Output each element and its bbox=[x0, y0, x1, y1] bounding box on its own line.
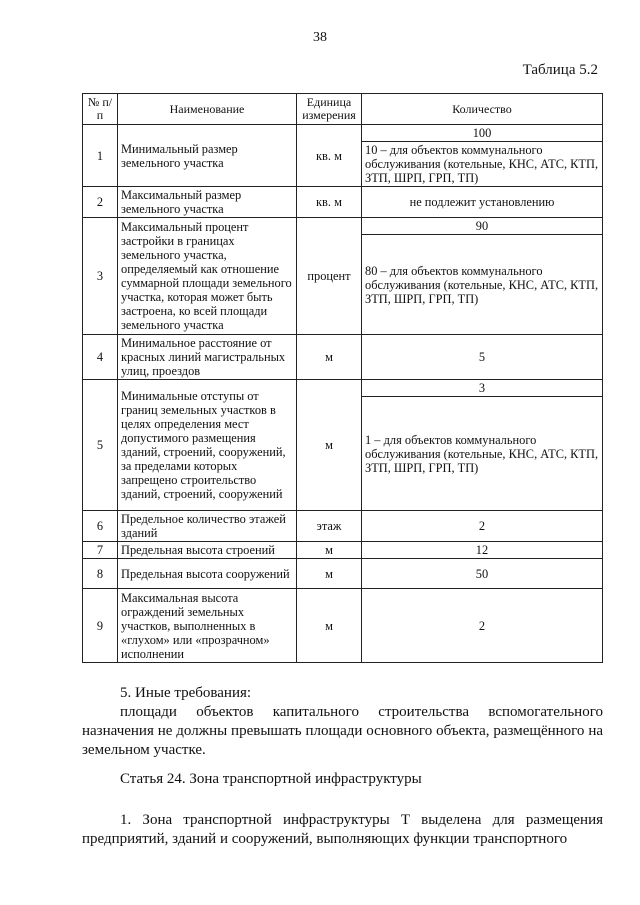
row-qty-extra: 10 – для объектов коммунального обслуживания (котельные, КНС, АТС, КТП, ЗТП, ШРП, ГРП, ТП) bbox=[362, 142, 603, 187]
other-requirements-body: площади объектов капитального строительства вспомогательного назначения не должны превышать площади основного объекта, размещённого на земельном участке. bbox=[82, 704, 603, 758]
table-row bbox=[83, 187, 603, 218]
row-name: Максимальный размер земельного участка bbox=[118, 187, 297, 218]
row-unit: кв. м bbox=[297, 125, 362, 187]
row-unit: м bbox=[297, 559, 362, 589]
table-row bbox=[83, 589, 603, 663]
table-row bbox=[83, 335, 603, 380]
row-name: Минимальные отступы от границ земельных участков в целях определения мест допустимого размещения зданий, строений, сооружений, за пределами которых запрещено строительство зданий, строений, сооружений bbox=[118, 380, 297, 511]
header-qty: Количество bbox=[362, 94, 603, 125]
header-name: Наименование bbox=[118, 94, 297, 125]
row-qty: не подлежит установлению bbox=[362, 187, 603, 218]
row-name: Предельная высота сооружений bbox=[118, 559, 297, 589]
row-qty-extra: 80 – для объектов коммунального обслуживания (котельные, КНС, АТС, КТП, ЗТП, ШРП, ГРП, ТП) bbox=[362, 235, 603, 335]
requirements-table bbox=[82, 93, 603, 663]
row-qty: 5 bbox=[362, 335, 603, 380]
header-num: № п/п bbox=[83, 94, 118, 125]
row-unit: процент bbox=[297, 218, 362, 335]
row-qty: 2 bbox=[362, 589, 603, 663]
article-heading: Статья 24. Зона транспортной инфраструктуры bbox=[120, 771, 422, 787]
row-qty: 2 bbox=[362, 511, 603, 542]
row-unit: м bbox=[297, 380, 362, 511]
row-qty-main: 3 bbox=[362, 380, 603, 397]
row-name: Максимальный процент застройки в границах земельного участка, определяемый как отношение суммарной площади земельного участка, которая может быть застроена, ко всей площади земельного участка bbox=[118, 218, 297, 335]
row-num: 7 bbox=[83, 542, 118, 559]
row-num: 4 bbox=[83, 335, 118, 380]
row-num: 6 bbox=[83, 511, 118, 542]
row-unit: этаж bbox=[297, 511, 362, 542]
article-paragraph: 1. Зона транспортной инфраструктуры Т выделена для размещения предприятий, зданий и сооружений, выполняющих функции транспортного bbox=[82, 812, 603, 847]
row-num: 1 bbox=[83, 125, 118, 187]
row-unit: м bbox=[297, 589, 362, 663]
row-num: 5 bbox=[83, 380, 118, 511]
row-num: 8 bbox=[83, 559, 118, 589]
page-number: 38 bbox=[313, 30, 327, 45]
header-unit: Единица измерения bbox=[297, 94, 362, 125]
table-row bbox=[83, 125, 603, 142]
row-qty: 50 bbox=[362, 559, 603, 589]
row-name: Максимальная высота ограждений земельных участков, выполненных в «глухом» или «прозрачном» исполнении bbox=[118, 589, 297, 663]
row-qty: 12 bbox=[362, 542, 603, 559]
table-row bbox=[83, 559, 603, 589]
row-unit: кв. м bbox=[297, 187, 362, 218]
other-requirements-heading: 5. Иные требования: bbox=[120, 685, 252, 701]
row-unit: м bbox=[297, 335, 362, 380]
row-name: Предельное количество этажей зданий bbox=[118, 511, 297, 542]
row-name: Предельная высота строений bbox=[118, 542, 297, 559]
row-name: Минимальный размер земельного участка bbox=[118, 125, 297, 187]
table-caption: Таблица 5.2 bbox=[522, 62, 598, 78]
row-qty-main: 90 bbox=[362, 218, 603, 235]
row-unit: м bbox=[297, 542, 362, 559]
table-header-row bbox=[83, 94, 603, 125]
other-requirements-section bbox=[82, 684, 603, 760]
row-name: Минимальное расстояние от красных линий магистральных улиц, проездов bbox=[118, 335, 297, 380]
row-num: 3 bbox=[83, 218, 118, 335]
table-row bbox=[83, 542, 603, 559]
row-num: 2 bbox=[83, 187, 118, 218]
table-row bbox=[83, 511, 603, 542]
row-qty-extra: 1 – для объектов коммунального обслуживания (котельные, КНС, АТС, КТП, ЗТП, ШРП, ГРП, ТП) bbox=[362, 397, 603, 511]
table-row bbox=[83, 218, 603, 235]
row-num: 9 bbox=[83, 589, 118, 663]
table-row bbox=[83, 380, 603, 397]
row-qty-main: 100 bbox=[362, 125, 603, 142]
